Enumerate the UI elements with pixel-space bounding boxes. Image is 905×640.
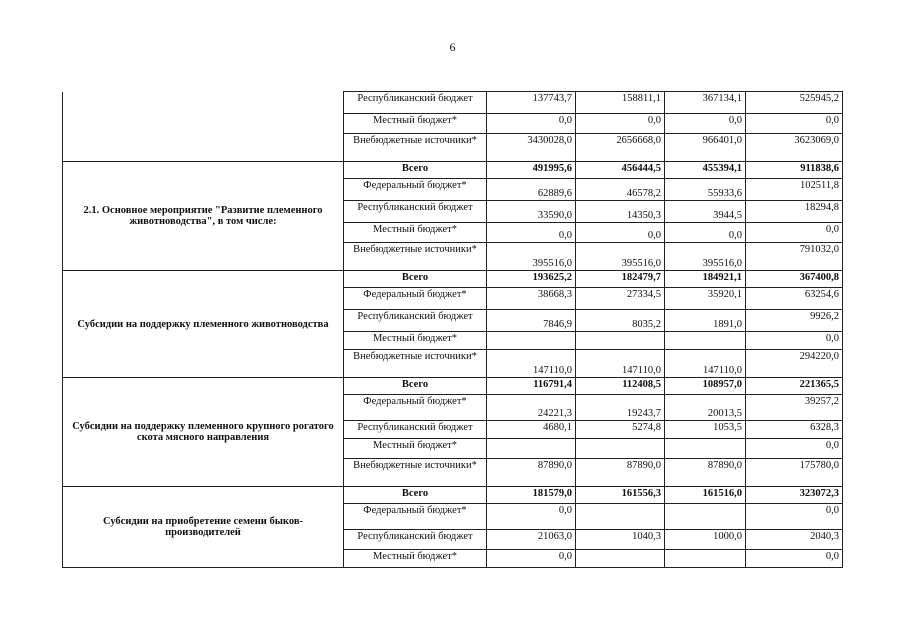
table-row bbox=[63, 378, 843, 395]
measure-description: Субсидии на поддержку племенного крупного рогатого скота мясного направления bbox=[63, 378, 344, 487]
value-cell bbox=[576, 439, 665, 459]
page-number: 6 bbox=[449, 40, 456, 54]
value-cell: 18294,8 bbox=[746, 201, 843, 223]
budget-table bbox=[62, 91, 843, 568]
value-cell: 0,0 bbox=[487, 550, 576, 568]
value-cell: 62889,6 bbox=[487, 179, 576, 201]
value-cell bbox=[487, 332, 576, 350]
value-cell: 112408,5 bbox=[576, 378, 665, 395]
value-cell: 39257,2 bbox=[746, 395, 843, 421]
funding-source: Всего bbox=[344, 162, 487, 179]
value-cell: 46578,2 bbox=[576, 179, 665, 201]
value-cell: 33590,0 bbox=[487, 201, 576, 223]
value-cell: 395516,0 bbox=[576, 243, 665, 271]
value-cell: 0,0 bbox=[665, 114, 746, 134]
funding-source: Внебюджетные источники* bbox=[344, 459, 487, 487]
value-cell: 38668,3 bbox=[487, 288, 576, 310]
funding-source: Республиканский бюджет bbox=[344, 92, 487, 114]
value-cell: 182479,7 bbox=[576, 271, 665, 288]
value-cell: 294220,0 bbox=[746, 350, 843, 378]
value-cell: 102511,8 bbox=[746, 179, 843, 201]
funding-source: Местный бюджет* bbox=[344, 550, 487, 568]
value-cell: 24221,3 bbox=[487, 395, 576, 421]
measure-description: Субсидии на приобретение семени быков-производителей bbox=[63, 487, 344, 568]
value-cell bbox=[576, 504, 665, 530]
value-cell: 0,0 bbox=[746, 114, 843, 134]
value-cell: 137743,7 bbox=[487, 92, 576, 114]
value-cell: 2656668,0 bbox=[576, 134, 665, 162]
value-cell: 0,0 bbox=[746, 550, 843, 568]
value-cell: 9926,2 bbox=[746, 310, 843, 332]
value-cell: 4680,1 bbox=[487, 421, 576, 439]
value-cell: 147110,0 bbox=[576, 350, 665, 378]
value-cell: 6328,3 bbox=[746, 421, 843, 439]
value-cell: 0,0 bbox=[746, 439, 843, 459]
value-cell: 19243,7 bbox=[576, 395, 665, 421]
value-cell: 147110,0 bbox=[487, 350, 576, 378]
value-cell: 5274,8 bbox=[576, 421, 665, 439]
value-cell: 20013,5 bbox=[665, 395, 746, 421]
value-cell: 158811,1 bbox=[576, 92, 665, 114]
value-cell bbox=[576, 332, 665, 350]
value-cell: 1891,0 bbox=[665, 310, 746, 332]
value-cell: 395516,0 bbox=[665, 243, 746, 271]
value-cell: 455394,1 bbox=[665, 162, 746, 179]
value-cell: 323072,3 bbox=[746, 487, 843, 504]
funding-source: Республиканский бюджет bbox=[344, 310, 487, 332]
value-cell: 3430028,0 bbox=[487, 134, 576, 162]
value-cell: 966401,0 bbox=[665, 134, 746, 162]
value-cell: 108957,0 bbox=[665, 378, 746, 395]
funding-source: Республиканский бюджет bbox=[344, 421, 487, 439]
value-cell: 456444,5 bbox=[576, 162, 665, 179]
value-cell: 0,0 bbox=[487, 114, 576, 134]
table-row bbox=[63, 162, 843, 179]
value-cell: 147110,0 bbox=[665, 350, 746, 378]
value-cell bbox=[665, 504, 746, 530]
value-cell: 1000,0 bbox=[665, 530, 746, 550]
value-cell: 55933,6 bbox=[665, 179, 746, 201]
value-cell: 2040,3 bbox=[746, 530, 843, 550]
value-cell: 193625,2 bbox=[487, 271, 576, 288]
value-cell: 87890,0 bbox=[487, 459, 576, 487]
value-cell: 87890,0 bbox=[576, 459, 665, 487]
funding-source: Республиканский бюджет bbox=[344, 530, 487, 550]
value-cell bbox=[487, 439, 576, 459]
funding-source: Всего bbox=[344, 271, 487, 288]
funding-source: Федеральный бюджет* bbox=[344, 395, 487, 421]
value-cell: 0,0 bbox=[487, 223, 576, 243]
funding-source: Местный бюджет* bbox=[344, 223, 487, 243]
value-cell: 3623069,0 bbox=[746, 134, 843, 162]
funding-source: Федеральный бюджет* bbox=[344, 179, 487, 201]
value-cell: 0,0 bbox=[576, 223, 665, 243]
value-cell: 0,0 bbox=[576, 114, 665, 134]
value-cell: 161556,3 bbox=[576, 487, 665, 504]
funding-source: Федеральный бюджет* bbox=[344, 288, 487, 310]
value-cell: 116791,4 bbox=[487, 378, 576, 395]
value-cell: 0,0 bbox=[746, 332, 843, 350]
funding-source: Федеральный бюджет* bbox=[344, 504, 487, 530]
value-cell: 35920,1 bbox=[665, 288, 746, 310]
value-cell: 911838,6 bbox=[746, 162, 843, 179]
funding-source: Местный бюджет* bbox=[344, 439, 487, 459]
value-cell bbox=[665, 332, 746, 350]
funding-source: Всего bbox=[344, 487, 487, 504]
measure-description bbox=[63, 92, 344, 162]
funding-source: Внебюджетные источники* bbox=[344, 243, 487, 271]
value-cell: 0,0 bbox=[487, 504, 576, 530]
value-cell: 0,0 bbox=[665, 223, 746, 243]
value-cell: 1053,5 bbox=[665, 421, 746, 439]
funding-source: Внебюджетные источники* bbox=[344, 134, 487, 162]
table-row bbox=[63, 487, 843, 504]
value-cell: 87890,0 bbox=[665, 459, 746, 487]
value-cell: 791032,0 bbox=[746, 243, 843, 271]
value-cell: 27334,5 bbox=[576, 288, 665, 310]
value-cell: 184921,1 bbox=[665, 271, 746, 288]
value-cell: 7846,9 bbox=[487, 310, 576, 332]
value-cell: 395516,0 bbox=[487, 243, 576, 271]
value-cell bbox=[576, 550, 665, 568]
value-cell: 14350,3 bbox=[576, 201, 665, 223]
value-cell: 181579,0 bbox=[487, 487, 576, 504]
value-cell: 175780,0 bbox=[746, 459, 843, 487]
value-cell: 525945,2 bbox=[746, 92, 843, 114]
value-cell: 21063,0 bbox=[487, 530, 576, 550]
value-cell: 367134,1 bbox=[665, 92, 746, 114]
value-cell: 367400,8 bbox=[746, 271, 843, 288]
measure-description: Субсидии на поддержку племенного животноводства bbox=[63, 271, 344, 378]
value-cell bbox=[665, 550, 746, 568]
value-cell: 0,0 bbox=[746, 504, 843, 530]
table-row bbox=[63, 92, 843, 114]
value-cell: 63254,6 bbox=[746, 288, 843, 310]
value-cell: 491995,6 bbox=[487, 162, 576, 179]
value-cell: 1040,3 bbox=[576, 530, 665, 550]
value-cell: 0,0 bbox=[746, 223, 843, 243]
value-cell: 8035,2 bbox=[576, 310, 665, 332]
funding-source: Местный бюджет* bbox=[344, 114, 487, 134]
table-row bbox=[63, 271, 843, 288]
measure-description: 2.1. Основное мероприятие "Развитие племенного животноводства", в том числе: bbox=[63, 162, 344, 271]
funding-source: Республиканский бюджет bbox=[344, 201, 487, 223]
value-cell: 221365,5 bbox=[746, 378, 843, 395]
value-cell bbox=[665, 439, 746, 459]
value-cell: 161516,0 bbox=[665, 487, 746, 504]
funding-source: Внебюджетные источники* bbox=[344, 350, 487, 378]
funding-source: Местный бюджет* bbox=[344, 332, 487, 350]
value-cell: 3944,5 bbox=[665, 201, 746, 223]
funding-source: Всего bbox=[344, 378, 487, 395]
